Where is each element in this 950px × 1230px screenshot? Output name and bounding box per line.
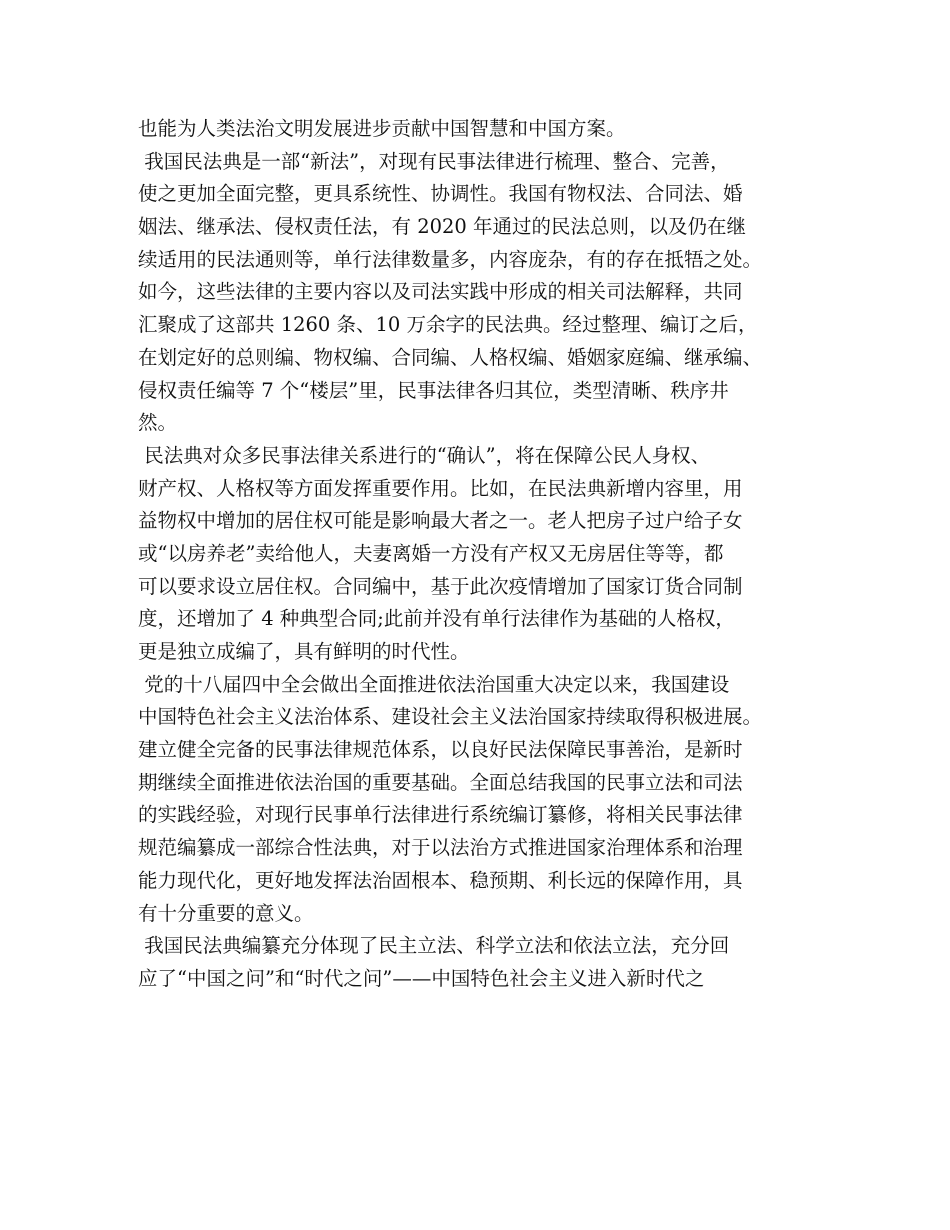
text-line: 规范编纂成一部综合性法典，对于以法治方式推进国家治理体系和治理 [138,836,743,860]
text-line: 或“以房养老”卖给他人，夫妻离婚一方没有产权又无房居住等等，都 [138,541,724,565]
text-line: 在划定好的总则编、物权编、合同编、人格权编、婚姻家庭编、继承编、 [138,345,763,369]
text-line: 的实践经验，对现行民事单行法律进行系统编订纂修，将相关民事法律 [138,803,743,827]
text-line: 使之更加全面完整，更具系统性、协调性。我国有物权法、合同法、婚 [138,182,743,206]
text-line: 我国民法典是一部“新法”，对现有民事法律进行梳理、整合、完善， [138,149,730,173]
text-line: 度，还增加了 4 种典型合同;此前并没有单行法律作为基础的人格权， [138,607,735,631]
text-line: 更是独立成编了，具有鲜明的时代性。 [138,640,470,663]
text-line: 中国特色社会主义法治体系、建设社会主义法治国家持续取得积极进展。 [138,705,763,729]
text-line: 党的十八届四中全会做出全面推进依法治国重大决定以来，我国建设 [138,672,730,696]
text-line: 侵权责任编等 7 个“楼层”里，民事法律各归其位，类型清晰、秩序井 [138,378,729,402]
text-line: 如今，这些法律的主要内容以及司法实践中形成的相关司法解释，共同 [138,280,743,304]
text-line: 有十分重要的意义。 [138,901,314,925]
text-line: 财产权、人格权等方面发挥重要作用。比如，在民法典新增内容里，用 [138,476,743,500]
text-line: 可以要求设立居住权。合同编中，基于此次疫情增加了国家订货合同制 [138,574,743,598]
text-line: 然。 [138,411,178,435]
document-body [138,113,818,996]
text-line: 能力现代化，更好地发挥法治固根本、稳预期、利长远的保障作用，具 [138,868,743,892]
text-line: 也能为人类法治文明发展进步贡献中国智慧和中国方案。 [138,117,626,140]
text-line: 姻法、继承法、侵权责任法，有 2020 年通过的民法总则，以及仍在继 [138,215,747,239]
text-line: 汇聚成了这部共 1260 条、10 万余字的民法典。经过整理、编订之后， [138,313,758,337]
text-line: 益物权中增加的居住权可能是影响最大者之一。老人把房子过户给子女 [138,509,743,533]
text-line: 民法典对众多民事法律关系进行的“确认”，将在保障公民人身权、 [138,443,711,467]
text-line: 建立健全完备的民事法律规范体系，以良好民法保障民事善治，是新时 [138,738,743,762]
text-line: 应了“中国之问”和“时代之问”——中国特色社会主义进入新时代之 [138,966,705,990]
text-line: 我国民法典编纂充分体现了民主立法、科学立法和依法立法，充分回 [138,934,730,958]
text-line: 期继续全面推进依法治国的重要基础。全面总结我国的民事立法和司法 [138,770,743,794]
text-line: 续适用的民法通则等，单行法律数量多，内容庞杂，有的存在抵牾之处。 [138,247,763,271]
